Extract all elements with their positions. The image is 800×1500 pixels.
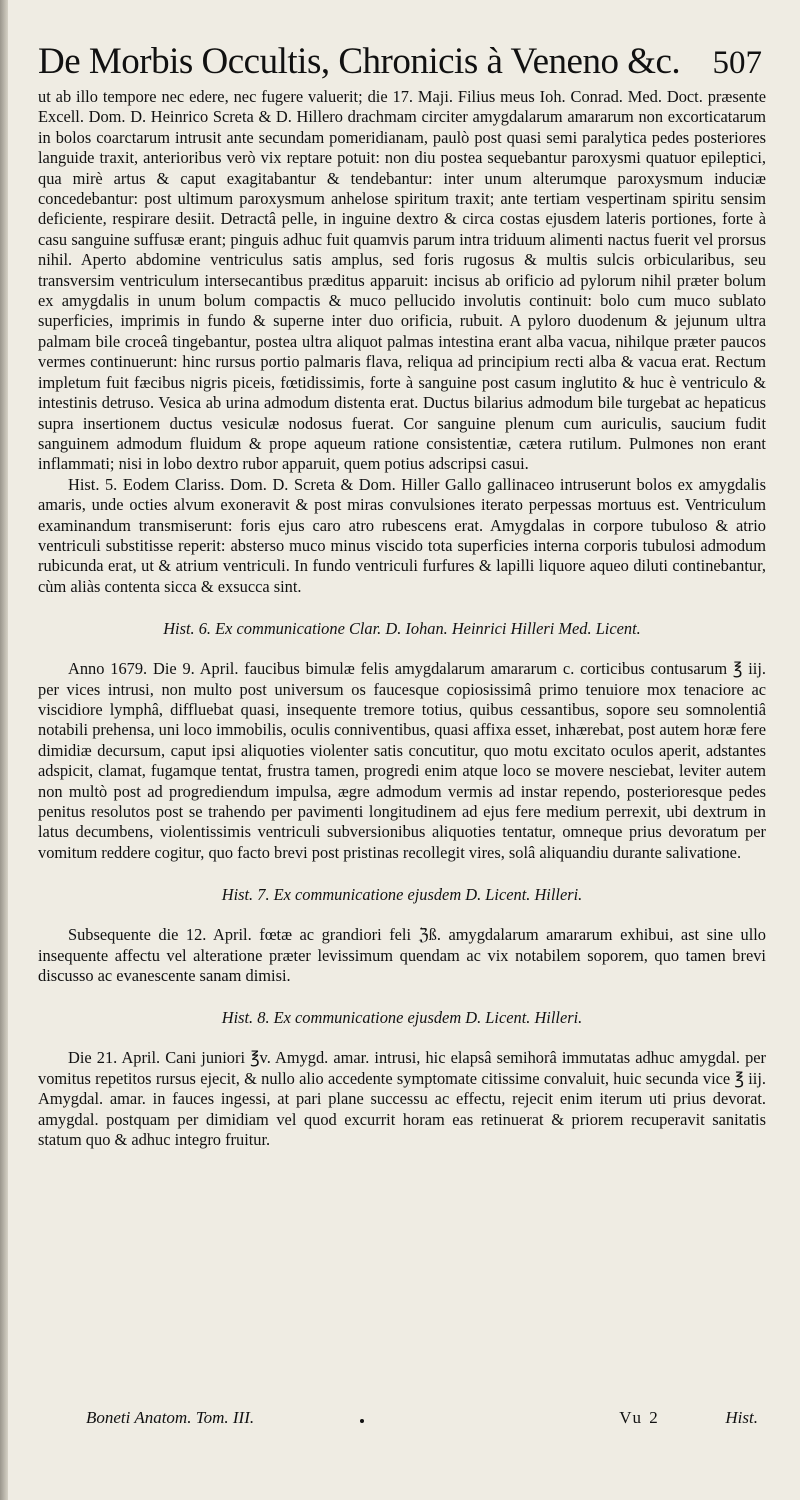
heading-hist-6: Hist. 6. Ex communicatione Clar. D. Iohan. Heinrici Hilleri Med. Licent. bbox=[163, 619, 641, 639]
page-footer bbox=[86, 1408, 758, 1428]
page-binding-shadow bbox=[0, 0, 8, 1500]
page-number: 507 bbox=[712, 45, 762, 81]
heading-hist-7: Hist. 7. Ex communicatione ejusdem D. Licent. Hilleri. bbox=[221, 885, 583, 905]
heading-hist-8: Hist. 8. Ex communicatione ejusdem D. Licent. Hilleri. bbox=[221, 1008, 583, 1028]
paragraph-hist-8: Die 21. April. Cani juniori ℥v. Amygd. amar. intrusi, hic elapsâ semihorâ immutatas adhuc amygdal. per vomitus repetitos rursus ejecit, & nullo alio accedente symptomate citissime convaluit, huic secunda vice ℥ iij. Amygdal. amar. in fauces ingessi, at pari plane successu ac effectu, rejecit enim iterum uti prius devorat. amygdal. postquam per dimidiam vel quod excurrit horam eas retinuerat & priorem recuperavit sanitatis statum quo & adhuc integro fruitur. bbox=[38, 1048, 766, 1150]
running-title: De Morbis Occultis, Chronicis à Veneno &c. bbox=[38, 41, 681, 82]
catchword: Hist. bbox=[725, 1408, 758, 1427]
paragraph-hist-4-continued: ut ab illo tempore nec edere, nec fugere valuerit; die 17. Maji. Filius meus Ioh. Conrad. Med. Doct. præsente Excell. Dom. D. Heinrico Screta & D. Hillero drachmam circiter amygdalarum amararum non excorticatarum in bolos coarctarum intrusit ante secundam pomeridianam, paulò post quasi semi paralytica pedes posteriores languide traxit, anterioribus verò vix reptare potuit: non diu postea sequebantur paroxysmi quatuor epileptici, qua mirè artus & caput exagitabantur & tendebantur: inter unum alterumque paroxysmum induciæ concedebantur: post ultimum paroxysmum anhelose spiritum traxit; ante tertiam vespertinam spiritu sensim deficiente, respirare desiit. Detractâ pelle, in inguine dextro & circa costas ejusdem lateris portiones, forte à casu sanguine suffusæ erant; pinguis adhuc fuit quamvis parum intra triduum alimenti nactus fuerit vel prorsus nihil. Aperto abdomine ventriculus satis amplus, sed foris rugosus & multis sulcis orbicularibus, seu transversim ventriculum intersecantibus præditus apparuit: incisus ab orificio ad pylorum nihil præter bolum ex amygdalis in unum bolum compactis & muco pellucido involutis continuit: bolo cum muco sublato superficies, imprimis in fundo & superne inter duo orificia, rubuit. A pyloro duodenum & jejunum ultra palmam bile croceâ tingebantur, postea ultra aliquot palmas intestina erant alba vacua, nihilque præter paucos vermes continuerunt: hinc rursus portio palmaris flava, reliqua ad principium recti alba & vacua erat. Rectum impletum fuit fæcibus nigris piceis, fœtidissimis, forte à sanguine post casum inglutito & huc è ventriculo & intestinis detruso. Vesica ab urina admodum distenta erat. Ductus bilarius admodum bile turgebat ac hepaticus supra insertionem ductus vesiculæ nodosus fuerat. Cor sanguine plenum cum auriculis, saucium fudit sanguinem admodum fluidum & prope aqueum ratione consistentiæ, cætera rutilum. Pulmones non erant inflammati; nisi in lobo dextro rubor apparuit, quem potius adscripsi casui. bbox=[38, 87, 766, 474]
paragraph-hist-5: Hist. 5. Eodem Clariss. Dom. D. Screta & Dom. Hiller Gallo gallinaceo intruserunt bolos ex amygdalis amaris, unde octies alvum exoneravit & post miras convulsiones iterato perpessas mortuus est. Ventriculum examinandum transmiserunt: foris ejus caro atro rubescens erat. Amygdalas in corpore tubuloso & atrio ventriculi substitisse reperit: absterso muco minus viscido tota superficies interna corporis tubulosi admodum rubicunda erat, ut & atrium ventriculi. In fundo ventriculi furfures & lapilli liquore aqueo diluti continebantur, cùm aliàs contenta sicca & exsucca sint. bbox=[38, 474, 766, 596]
signature-mark: Vu 2 bbox=[619, 1408, 660, 1427]
page-header bbox=[38, 40, 766, 83]
footer-running-title: Boneti Anatom. Tom. III. bbox=[86, 1408, 255, 1427]
paragraph-hist-6: Anno 1679. Die 9. April. faucibus bimulæ felis amygdalarum amararum c. corticibus contusarum ℥ iij. per vices intrusi, non multo post universum os faucesque copiosissimâ primo tenuiore mox tenaciore ac viscidiore lymphâ, diffluebat quasi, insequente tremore totius, quibus cessantibus, sopore seu somnolentiâ notabili prehensa, uni loco immobilis, oculis conniventibus, quasi affixa esset, inhærebat, post autem horæ fere dimidiæ decursum, caput ipsi aliquoties violenter satis concutitur, quo motu excitato oculos aperit, adstantes adspicit, clamat, fugamque tentat, frustra tamen, progredi enim atque loco se movere nesciebat, leviter autem non multò post ad progrediendum impulsa, ægre admodum vermis ad instar rependo, posterioresque pedes penitus resolutos post se trahendo per pavimenti longitudinem ad ejus fere medium perrexit, ubi dextrum in latus decumbens, violentissimis ventriculi subversionibus aliquoties tentatur, omneque prius devoratum per vomitum reddere cogitur, quo facto brevi post pristinas recollegit vires, solâ aliquandiu durante salivatione. bbox=[38, 659, 766, 862]
ink-dot bbox=[360, 1419, 364, 1423]
paragraph-hist-7: Subsequente die 12. April. fœtæ ac grandiori feli ℨß. amygdalarum amararum exhibui, ast sine ullo insequente affectu vel alteratione præter levissimum quendam ac vix notabilem soporem, quo tamen brevi discusso ac evanescente sanam dimisi. bbox=[38, 925, 766, 986]
